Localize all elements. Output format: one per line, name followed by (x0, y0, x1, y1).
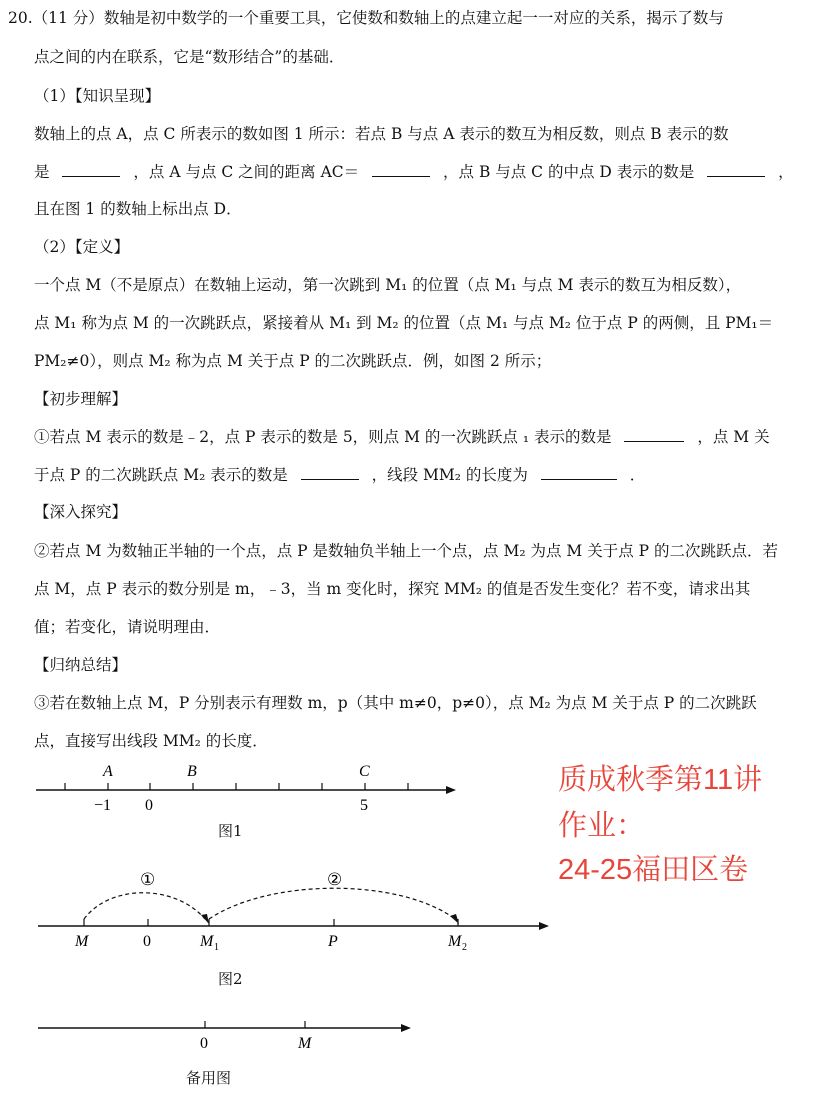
section-summary: 【归纳总结】 (34, 656, 128, 674)
fig2-label-m1: M (200, 933, 214, 950)
fig2-label-m2: M (448, 933, 462, 950)
fig3-caption: 备用图 (186, 1069, 232, 1087)
watermark-line-3: 24-25福田区卷 (558, 854, 749, 886)
fig2-arrow (539, 922, 549, 930)
fig1-point-a: A (103, 763, 113, 780)
answer-blank-m2[interactable] (301, 465, 359, 480)
answer-blank-ac[interactable] (372, 162, 430, 177)
part1-heading: （1）【知识呈现】 (34, 87, 161, 105)
fig3-label-m: M (298, 1035, 312, 1052)
fig2-label-m2-sub: 2 (462, 942, 467, 953)
q1-b3: ． (629, 466, 646, 484)
part1-text-a: 数轴上的点 A，点 C 所表示的数如图 1 所示：若点 B 与点 A 表示的数互为相反数，则点 B 表示的数 (34, 125, 729, 143)
fig2-label-p: P (328, 933, 338, 950)
q1-a2: ，点 M 关 (697, 428, 770, 446)
problem-number: 20. (8, 9, 33, 27)
fig2-ticks (84, 919, 458, 926)
q2-text-b: 点 M，点 P 表示的数分别是 m，﹣3，当 m 变化时，探究 MM₂ 的值是否发生变化？若不变，请求出其 (34, 580, 751, 598)
fig1-arrow (446, 786, 456, 794)
q1-b1: 于点 P 的二次跳跃点 M₂ 表示的数是 (34, 466, 288, 484)
answer-blank-b[interactable] (62, 162, 120, 177)
fig1-point-b: B (187, 763, 197, 780)
q2-mark: ② (34, 542, 50, 560)
fig2-jump-arc-2 (209, 888, 455, 919)
figure-2-jump-diagram (0, 862, 560, 972)
fig2-label-m1-sub: 1 (214, 942, 219, 953)
definition-a: 一个点 M（不是原点）在数轴上运动，第一次跳到 M₁ 的位置（点 M₁ 与点 M 表示的数互为相反数）， (34, 276, 742, 294)
fig2-arc1-arrowhead (201, 914, 209, 924)
q1-a1: 若点 M 表示的数是﹣2，点 P 表示的数是 5，则点 M 的一次跳跃点 ₁ 表示的数是 (49, 428, 612, 446)
fig2-label-0: 0 (143, 933, 151, 950)
watermark-line-1: 质成秋季第11讲 (558, 764, 763, 796)
fig3-arrow (401, 1024, 411, 1032)
q2-a: 若点 M 为数轴正半轴的一个点，点 P 是数轴负半轴上一个点，点 M₂ 为点 M 关于点 P 的二次跳跃点．若 (49, 542, 778, 560)
fig2-label-m: M (75, 933, 89, 950)
q1-b2: ，线段 MM₂ 的长度为 (371, 466, 528, 484)
fig1-ticks (65, 783, 408, 790)
problem-intro-b: 点之间的内在联系，它是“数形结合”的基础． (34, 48, 345, 66)
section-deep-exploration: 【深入探究】 (34, 503, 128, 521)
q3-text-a (34, 693, 757, 713)
part2-heading: （2）【定义】 (34, 238, 130, 256)
fig3-label-0: 0 (200, 1035, 208, 1052)
fig2-jump-1-label: ① (140, 870, 156, 889)
q1-mark: ① (34, 428, 50, 446)
section-initial-understanding: 【初步理解】 (34, 390, 128, 408)
part1-b3: ，点 B 与点 C 的中点 D 表示的数是 (443, 163, 695, 181)
q1-text-a (34, 427, 770, 447)
answer-blank-d[interactable] (707, 162, 765, 177)
fig1-point-c: C (359, 763, 370, 780)
answer-blank-m1[interactable] (624, 427, 684, 442)
q2-text-a (34, 541, 778, 561)
q3-text-b: 点，直接写出线段 MM₂ 的长度． (34, 732, 268, 750)
backup-number-line (0, 1010, 430, 1060)
part1-b4: ， (778, 163, 794, 181)
definition-b: 点 M₁ 称为点 M 的一次跳跃点，紧接着从 M₁ 到 M₂ 的位置（点 M₁ 与点 M₂ 位于点 P 的两侧，且 PM₁＝ (34, 314, 774, 332)
problem-intro-a: 数轴是初中数学的一个重要工具，它使数和数轴上的点建立起一一对应的关系，揭示了数与 (103, 9, 724, 27)
q1-text-b (34, 465, 645, 485)
problem-points: （11 分） (32, 9, 104, 27)
fig1-tick-5: 5 (360, 797, 368, 814)
q3-mark: ③ (34, 694, 50, 712)
part1-b2: ，点 A 与点 C 之间的距离 AC＝ (133, 163, 360, 181)
fig1-caption: 图1 (218, 822, 243, 840)
fig2-jump-arc-1 (84, 893, 205, 919)
q3-a: 若在数轴上点 M，P 分别表示有理数 m，p（其中 m≠0，p≠0），点 M₂ 为点 M 关于点 P 的二次跳跃 (49, 694, 757, 712)
q2-text-c: 值；若变化，请说明理由． (34, 618, 221, 636)
watermark-line-2: 作业： (558, 810, 646, 842)
fig2-caption: 图2 (218, 970, 243, 988)
problem-header (8, 8, 724, 28)
definition-c: PM₂≠0），则点 M₂ 称为点 M 关于点 P 的二次跳跃点．例，如图 2 所示； (34, 352, 552, 370)
part1-text-b (34, 162, 794, 182)
fig1-tick-0: 0 (145, 797, 153, 814)
part1-text-c: 且在图 1 的数轴上标出点 D． (34, 200, 242, 218)
fig1-tick-neg1: −1 (94, 797, 112, 814)
answer-blank-mm2[interactable] (541, 465, 617, 480)
part1-b1: 是 (34, 163, 50, 181)
fig2-jump-2-label: ② (327, 870, 343, 889)
